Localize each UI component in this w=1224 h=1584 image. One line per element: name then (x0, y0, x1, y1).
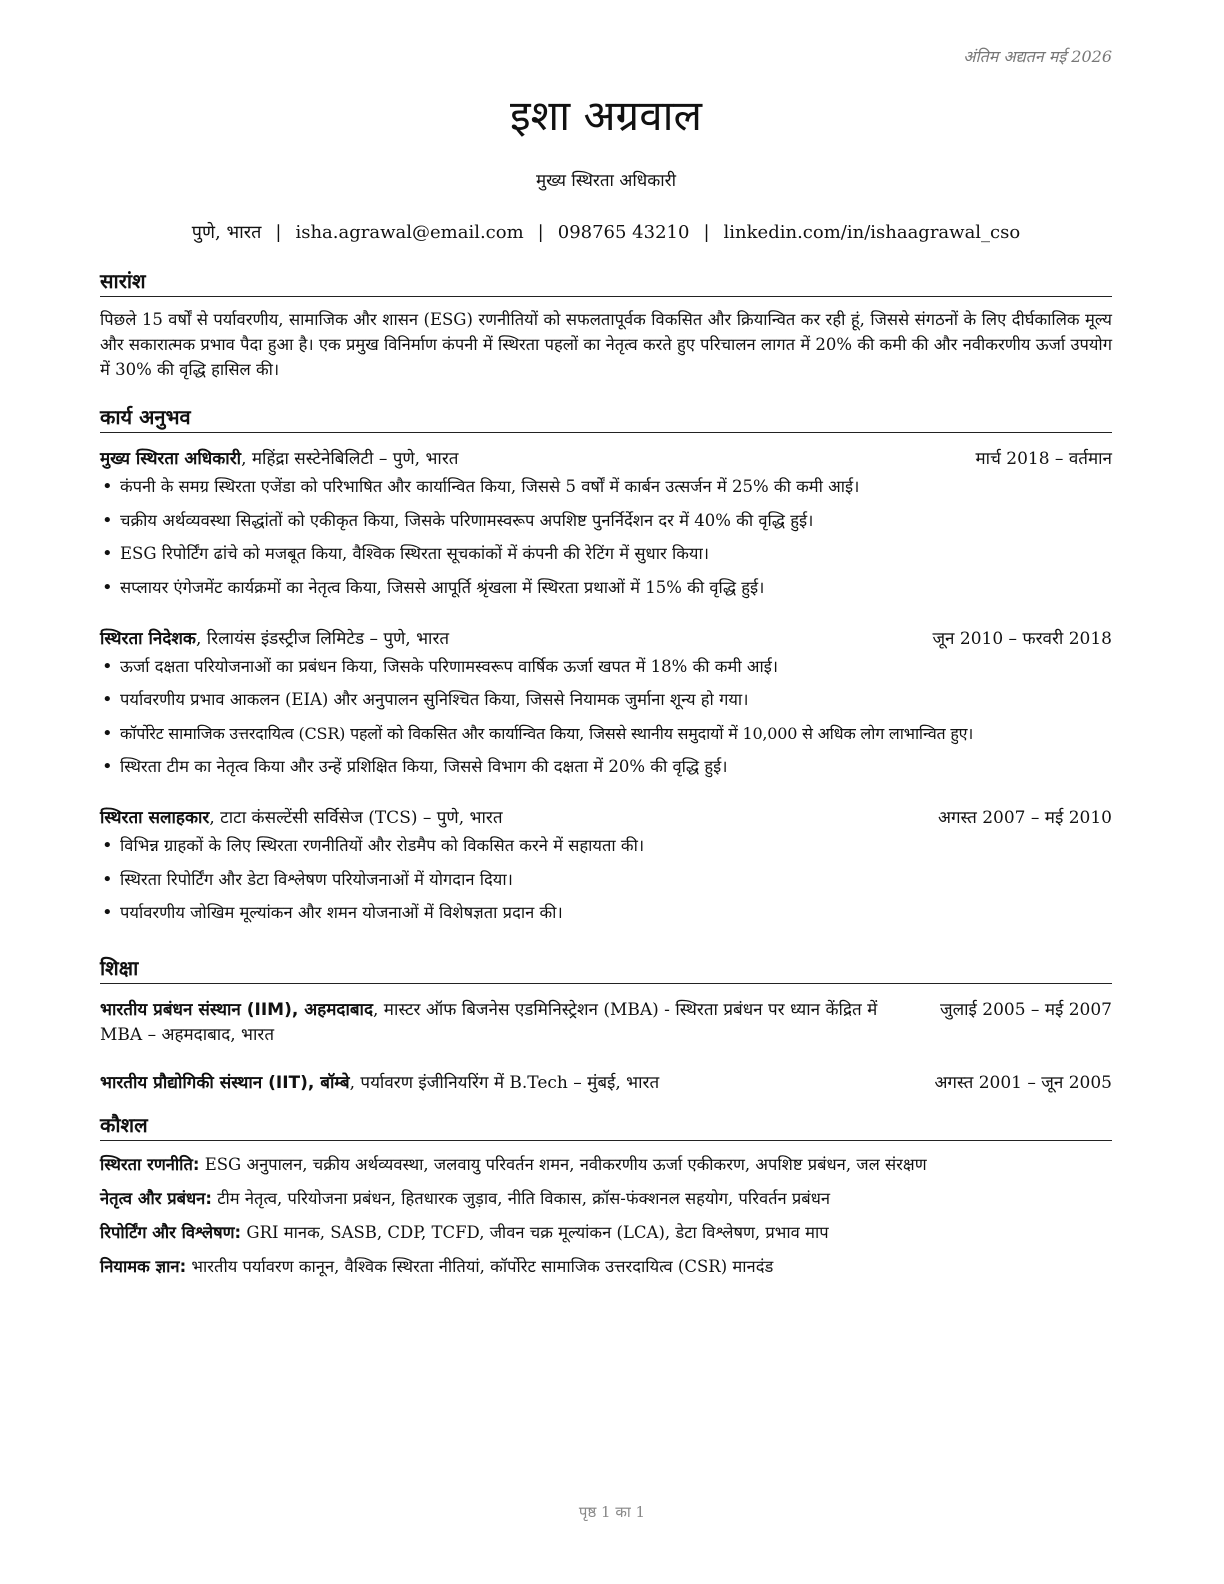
job-entry (100, 806, 1112, 925)
contact-separator: | (537, 222, 544, 243)
degree-detail: , मास्टर ऑफ बिजनेस एडमिनिस्ट्रेशन (MBA) - स्थिरता प्रबंधन पर ध्यान केंद्रित में MBA – अहमदाबाद, भारत (100, 1000, 878, 1045)
education-entry (100, 1071, 1112, 1096)
summary-text: पिछले 15 वर्षों से पर्यावरणीय, सामाजिक और शासन (ESG) रणनीतियों को सफलतापूर्वक विकसित और क्रियान्वित कर रही हूं, जिससे संगठनों के लिए दीर्घकालिक मूल्य और सकारात्मक प्रभाव पैदा हुआ है। एक प्रमुख विनिर्माण कंपनी में स्थिरता पहलों का नेतृत्व करते हुए परिचालन लागत में 20% की कमी की और नवीकरणीय ऊर्जा उपयोग में 30% की वृद्धि हासिल की। (100, 310, 1112, 379)
list-item: • ESG रिपोर्टिंग ढांचे को मजबूत किया, वैश्विक स्थिरता सूचकांकों में कंपनी की रेटिंग में सुधार किया। (100, 542, 1112, 566)
contact-line (100, 220, 1112, 244)
contact-location: पुणे, भारत (191, 222, 262, 243)
experience-section (100, 404, 1112, 925)
job-entry (100, 627, 1112, 780)
skill-value: टीम नेतृत्व, परियोजना प्रबंधन, हितधारक जुड़ाव, नीति विकास, क्रॉस-फंक्शनल सहयोग, परिवर्तन प्रबंधन (211, 1189, 831, 1208)
list-item: • पर्यावरणीय जोखिम मूल्यांकन और शमन योजनाओं में विशेषज्ञता प्रदान की। (100, 901, 1112, 925)
skill-value: भारतीय पर्यावरण कानून, वैश्विक स्थिरता नीतियां, कॉर्पोरेट सामाजिक उत्तरदायित्व (CSR) मानदंड (186, 1257, 774, 1276)
list-item: • पर्यावरणीय प्रभाव आकलन (EIA) और अनुपालन सुनिश्चित किया, जिससे नियामक जुर्माना शून्य हो गया। (100, 688, 1112, 712)
last-updated: अंतिम अद्यतन मई 2026 (963, 47, 1112, 66)
job-dates: अगस्त 2007 – मई 2010 (937, 808, 1112, 828)
section-heading: शिक्षा (100, 955, 1112, 984)
school-name: भारतीय प्रौद्योगिकी संस्थान (IIT), बॉम्बे (100, 1073, 350, 1093)
list-item: • विभिन्न ग्राहकों के लिए स्थिरता रणनीतियों और रोडमैप को विकसित करने में सहायता की। (100, 834, 1112, 858)
job-role: मुख्य स्थिरता अधिकारी (100, 449, 242, 469)
skill-line (100, 1187, 1112, 1211)
education-section (100, 955, 1112, 1096)
skill-label: नियामक ज्ञान: (100, 1257, 187, 1276)
degree-detail: , पर्यावरण इंजीनियरिंग में B.Tech – मुंबई, भारत (349, 1073, 660, 1093)
contact-phone: 098765 43210 (557, 222, 690, 243)
skill-line (100, 1153, 1112, 1177)
job-org: , टाटा कंसल्टेंसी सर्विसेज (TCS) – पुणे, भारत (209, 808, 503, 828)
section-heading: कार्य अनुभव (100, 404, 1112, 433)
page-number: पृष्ठ 1 का 1 (578, 1503, 646, 1521)
job-org: , रिलायंस इंडस्ट्रीज लिमिटेड – पुणे, भारत (195, 628, 450, 649)
list-item: • स्थिरता टीम का नेतृत्व किया और उन्हें प्रशिक्षित किया, जिससे विभाग की दक्षता में 20% की वृद्धि हुई। (100, 755, 1112, 779)
education-dates: जुलाई 2005 – मई 2007 (939, 1000, 1112, 1020)
contact-separator: | (275, 222, 282, 243)
skill-label: स्थिरता रणनीति: (100, 1155, 200, 1174)
education-entry (100, 998, 1112, 1048)
list-item: • चक्रीय अर्थव्यवस्था सिद्धांतों को एकीकृत किया, जिसके परिणामस्वरूप अपशिष्ट पुनर्निर्देशन दर में 40% की वृद्धि हुई। (100, 509, 1112, 533)
list-item: • ऊर्जा दक्षता परियोजनाओं का प्रबंधन किया, जिसके परिणामस्वरूप वार्षिक ऊर्जा खपत में 18% की कमी आई। (100, 655, 1112, 679)
candidate-title: मुख्य स्थिरता अधिकारी (535, 171, 677, 191)
job-role: स्थिरता निदेशक (100, 628, 196, 649)
skill-label: नेतृत्व और प्रबंधन: (100, 1189, 212, 1208)
school-name: भारतीय प्रबंधन संस्थान (IIM), अहमदाबाद (100, 1000, 373, 1020)
summary-section (100, 268, 1112, 382)
skill-line (100, 1255, 1112, 1279)
job-org: , महिंद्रा सस्टेनेबिलिटी – पुणे, भारत (241, 449, 459, 469)
education-dates: अगस्त 2001 – जून 2005 (934, 1073, 1112, 1093)
list-item: • सप्लायर एंगेजमेंट कार्यक्रमों का नेतृत्व किया, जिससे आपूर्ति श्रृंखला में स्थिरता प्रथाओं में 15% की वृद्धि हुई। (100, 576, 1112, 600)
job-dates: मार्च 2018 – वर्तमान (975, 449, 1112, 469)
list-item: • स्थिरता रिपोर्टिंग और डेटा विश्लेषण परियोजनाओं में योगदान दिया। (100, 868, 1112, 892)
list-item: • कंपनी के समग्र स्थिरता एजेंडा को परिभाषित और कार्यान्वित किया, जिससे 5 वर्षों में कार्बन उत्सर्जन में 25% की कमी आई। (100, 475, 1112, 499)
job-dates: जून 2010 – फरवरी 2018 (932, 628, 1112, 649)
contact-separator: | (703, 222, 710, 243)
skills-section (100, 1112, 1112, 1279)
list-item: • कॉर्पोरेट सामाजिक उत्तरदायित्व (CSR) पहलों को विकसित और कार्यान्वित किया, जिससे स्थानीय समुदायों में 10,000 से अधिक लोग लाभान्वित हुए। (100, 722, 1112, 746)
skill-value: ESG अनुपालन, चक्रीय अर्थव्यवस्था, जलवायु परिवर्तन शमन, नवीकरणीय ऊर्जा एकीकरण, अपशिष्ट प्रबंधन, जल संरक्षण (199, 1155, 927, 1174)
job-entry (100, 447, 1112, 600)
skill-label: रिपोर्टिंग और विश्लेषण: (100, 1223, 242, 1242)
candidate-name: इशा अग्रवाल (510, 91, 702, 140)
job-role: स्थिरता सलाहकार (100, 808, 210, 828)
section-heading: सारांश (100, 268, 1112, 297)
contact-email[interactable]: isha.agrawal@email.com (295, 222, 524, 243)
skill-value: GRI मानक, SASB, CDP, TCFD, जीवन चक्र मूल्यांकन (LCA), डेटा विश्लेषण, प्रभाव माप (241, 1223, 829, 1242)
contact-linkedin[interactable]: linkedin.com/in/ishaagrawal_cso (723, 222, 1021, 243)
skill-line (100, 1221, 1112, 1245)
section-heading: कौशल (100, 1112, 1112, 1141)
